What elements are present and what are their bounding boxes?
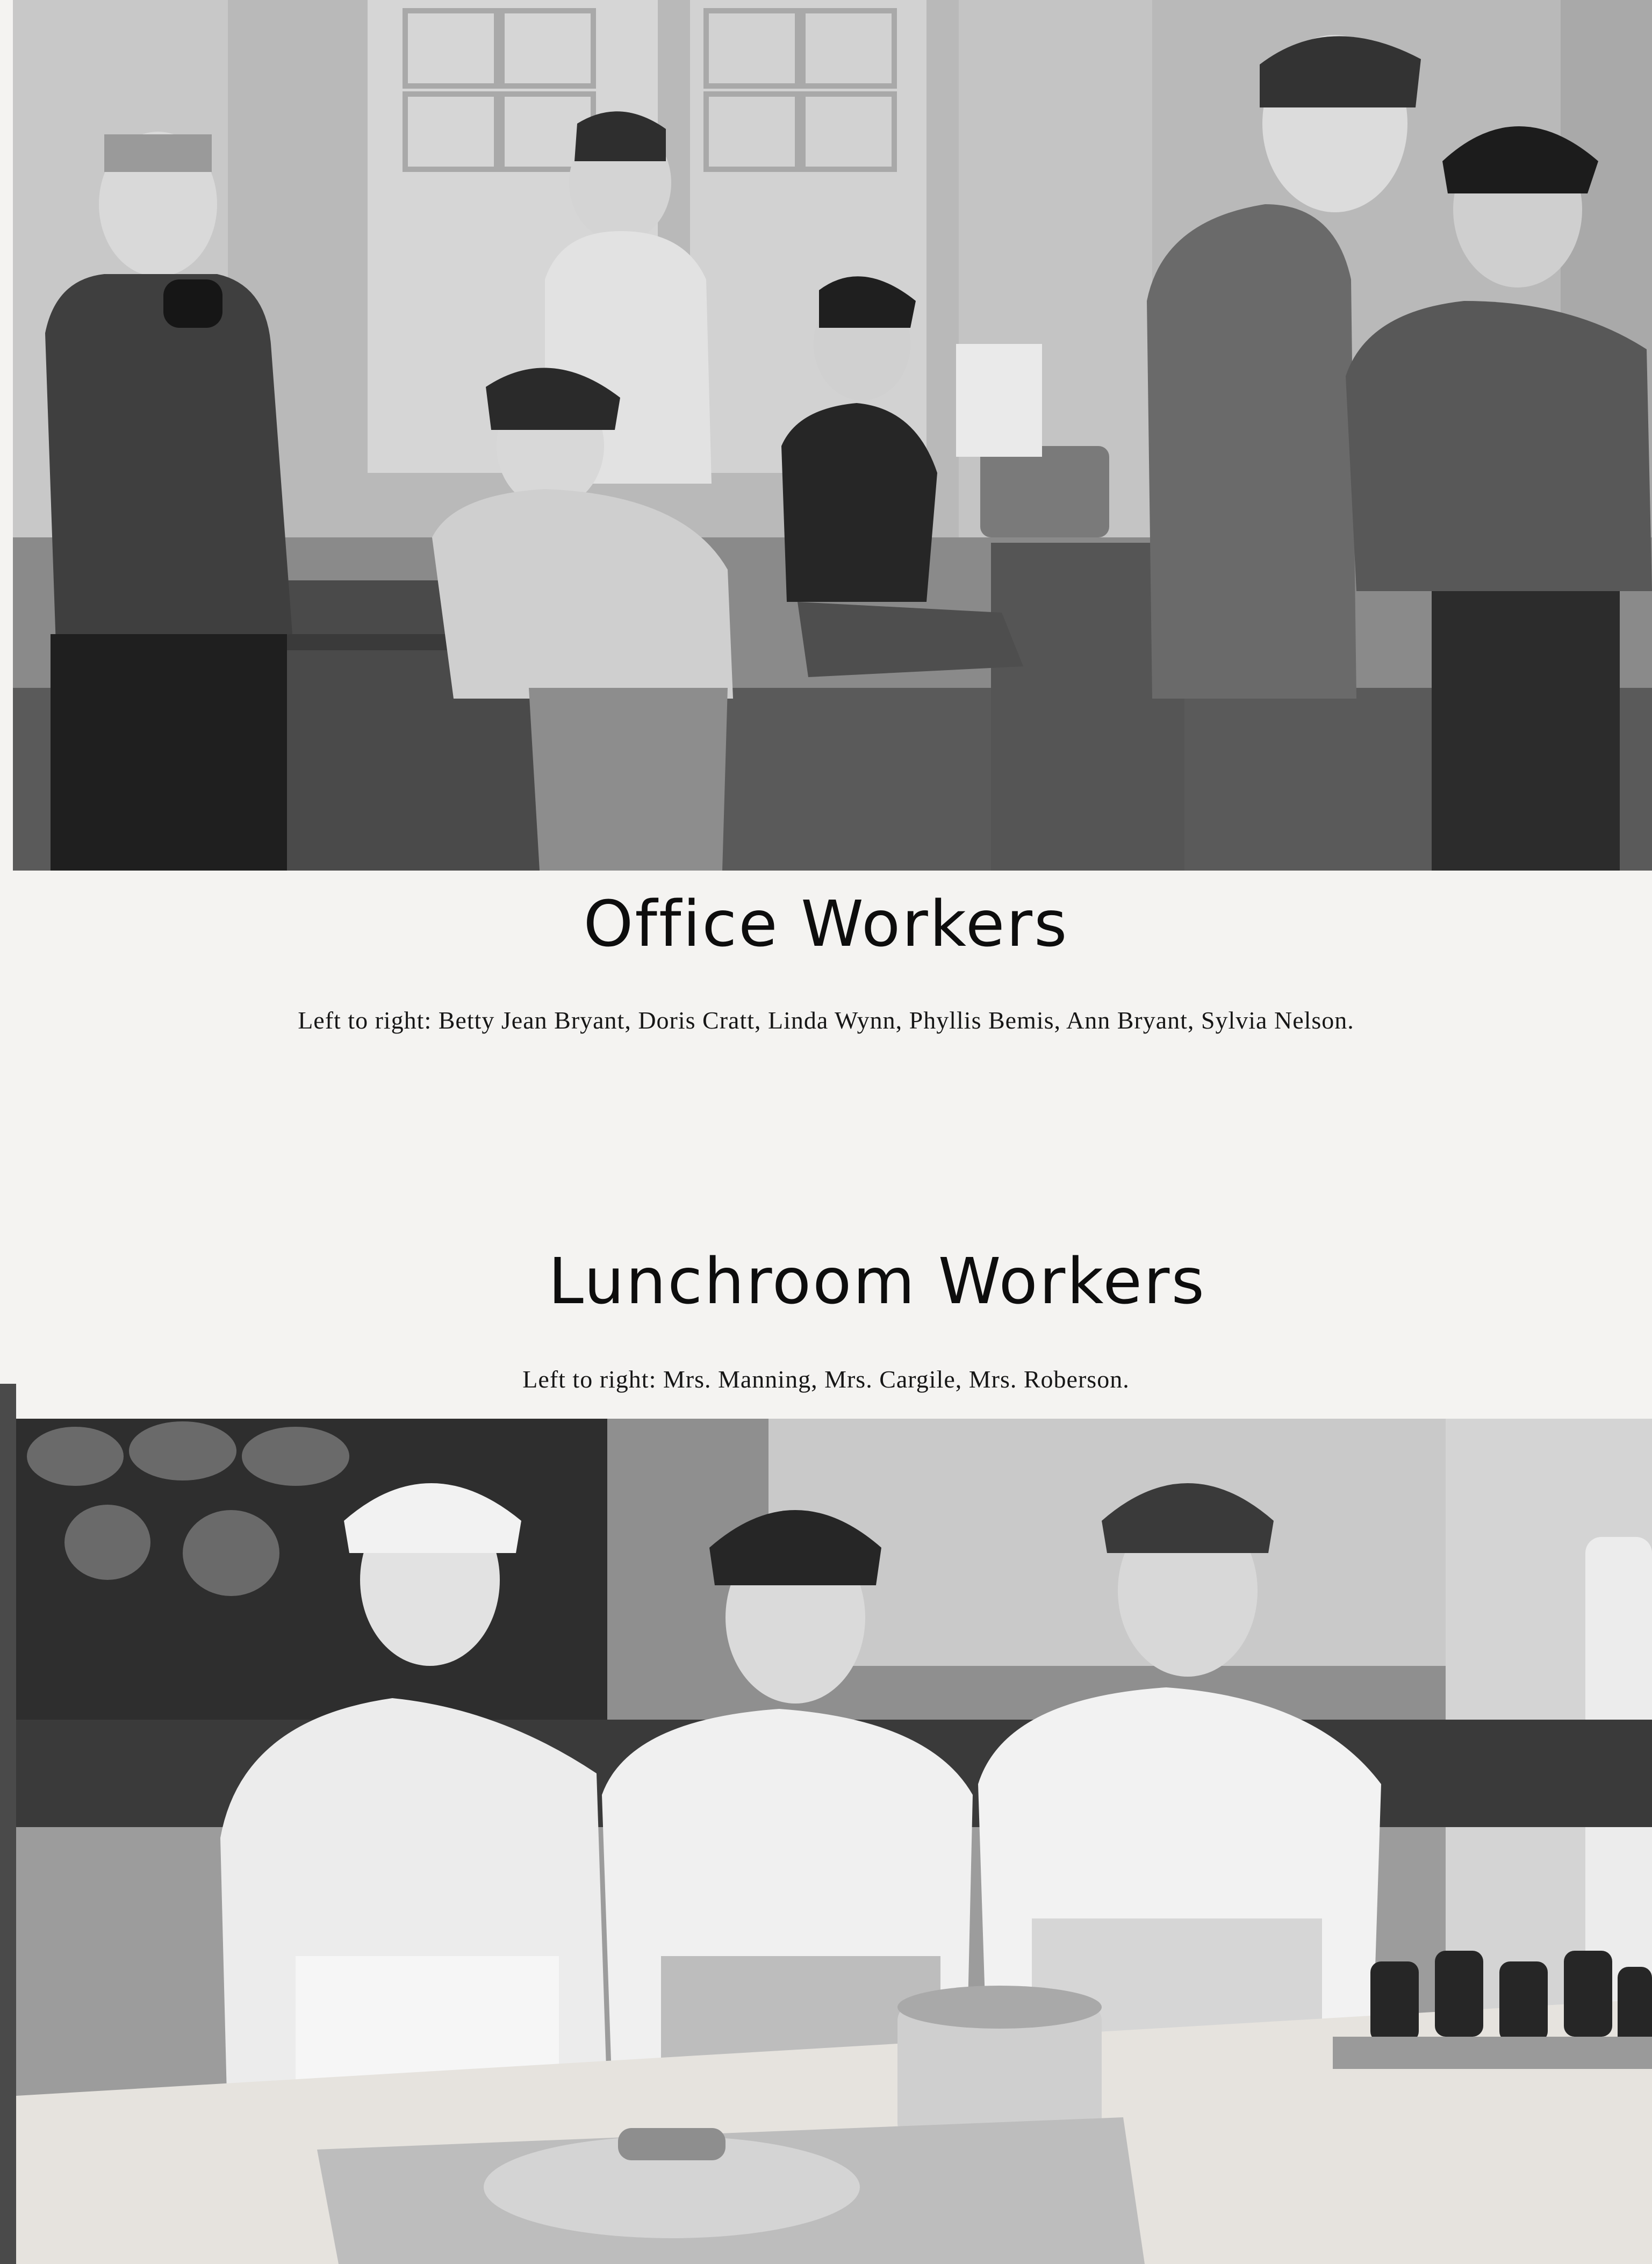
photo-edge-strip	[0, 1384, 16, 2264]
lunchroom-workers-photo	[16, 1419, 1652, 2264]
lunchroom-workers-heading: Lunchroom Workers	[548, 1244, 1206, 1318]
office-workers-heading: Office Workers	[583, 887, 1069, 961]
lunchroom-workers-caption: Left to right: Mrs. Manning, Mrs. Cargile, Mrs. Roberson.	[522, 1365, 1130, 1393]
lunchroom-photo-illustration	[16, 1419, 1652, 2264]
office-workers-photo	[13, 0, 1652, 871]
office-photo-illustration	[13, 0, 1652, 871]
office-workers-caption: Left to right: Betty Jean Bryant, Doris Cratt, Linda Wynn, Phyllis Bemis, Ann Bryant, Sylvia Nelson.	[298, 1007, 1354, 1034]
